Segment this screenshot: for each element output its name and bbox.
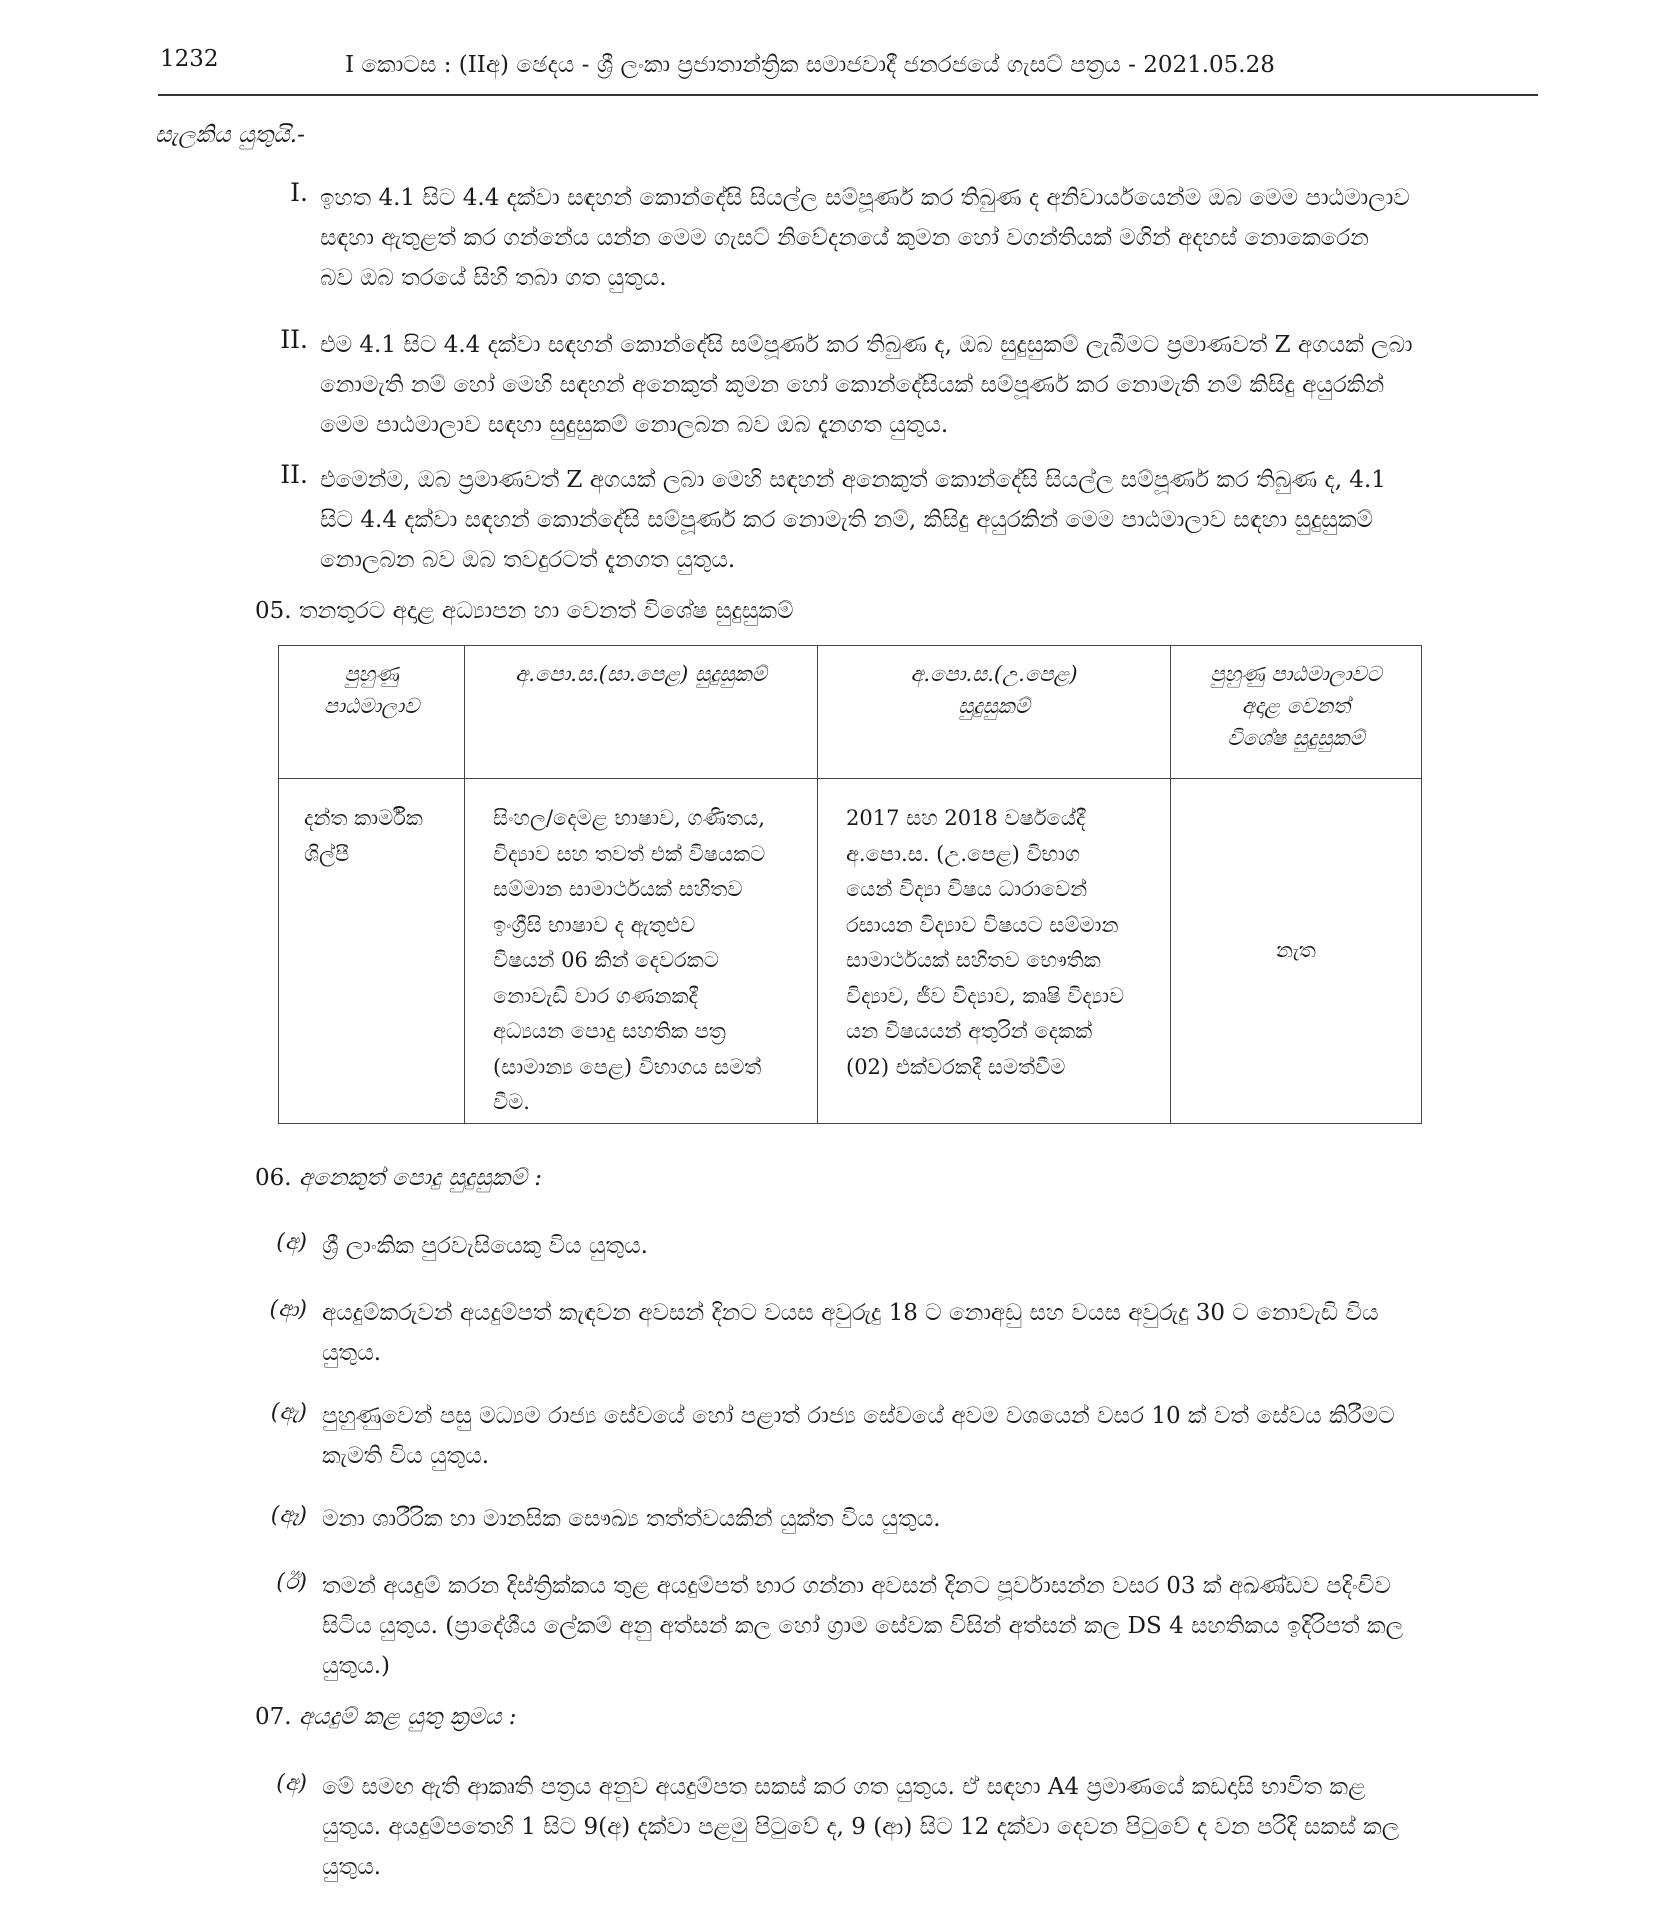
section-title: අනෙකුත් පොදු සුදුසුකම් : [298,1165,542,1191]
text-line: යුතුය. අයදුම්පතෙහි 1 සිට 9(අ) දක්වා පළමු පිටුවේ ද, 9 (ආ) සිට 12 දක්වා දෙවන පිටුවේ ද වන පරිදි සකස් කල [322,1814,1400,1840]
column-header-al: අ.පො.ස.(උ.පෙළ) සුදුසුකම් [818,646,1171,779]
text-line: ශ්‍රී ලාංකික පුරවැසියෙකු විය යුතුය. [322,1233,648,1259]
note-item-number: I. [290,178,308,207]
text-line: මේ සමඟ ඇති ආකෘති පත්‍රය අනුව අයදුම්පත සකස් කර ගත යුතුය. ඒ සඳහා A4 ප්‍රමාණයේ කඩදාසි භාවිත කළ [322,1774,1366,1800]
note-paragraph-2 [320,325,1530,445]
cell-al-requirement: 2017 සහ 2018 වර්ෂයේදී අ.පො.ස. (උ.පෙළ) විභාග යෙන් විද්‍යා විෂය ධාරාවෙන් රසායන විද්‍යාව විෂයට සම්මාන සාමාර්ථයක් සහිතව භෞතික විද්‍යාව, ජීව විද්‍යාව, කෘෂි විද්‍යාව යන විෂයයන් අතුරින් දෙකක් (02) එක්වරකදී සමත්වීම [818,779,1171,1124]
section-07-item-a [322,1767,1530,1887]
section-06-heading [255,1165,542,1191]
item-label: (අ) [276,1230,307,1255]
item-label: (ආ) [269,1297,307,1322]
text-line: සිටිය යුතුය. (ප්‍රාදේශීය ලේකම් අනු අත්සන් කල හෝ ග්‍රාම සේවක විසින් අත්සන් කල DS 4 සහතිකය ඉදිරිපත් කල [322,1613,1404,1639]
note-paragraph-1 [320,178,1530,298]
item-label: (ඊ) [276,1570,307,1595]
text-line: අයදුම්කරුවන් අයදුම්පත් කැඳවන අවසන් දිනට වයස අවුරුදු 18 ට නොඅඩු සහ වයස අවුරුදු 30 ට නොවැඩි විය [322,1300,1379,1326]
cell-ol-requirement: සිංහල/දෙමළ භාෂාව, ගණිතය, විද්‍යාව සහ තවත් එක් විෂයකට සම්මාන සාමාර්ථයක් සහිතව ඉංග්‍රීසි භාෂාව ද ඇතුළුව විෂයන් 06 කින් දෙවරකට නොවැඩි වාර ගණනකදී අධ්‍යයන පොදු සහතික පත්‍ර (සාමාන්‍ය පෙළ) විභාගය සමත් වීම. [465,779,818,1124]
item-label: (ඇ) [270,1400,307,1425]
cell-course-name: දන්ත කාර්මික ශිල්පී [279,779,465,1124]
page-number: 1232 [160,46,219,72]
section-06-item-ae [322,1396,1530,1476]
text-line: නොමැති නම් හෝ මෙහි සඳහන් අනෙකුත් කුමන හෝ කොන්දේසියක් සම්පූර්ණ කර නොමැති නම් කිසිදු අයුරකින් [320,372,1385,398]
section-06-item-i [322,1566,1530,1686]
item-label: (ඈ) [270,1503,307,1528]
note-item-number: II. [280,460,308,489]
column-header-other: පුහුණු පාඨමාලාවට අදාළ වෙනත් විශේෂ සුදුසුකම් [1171,646,1422,779]
text-line: ඉහත 4.1 සිට 4.4 දක්වා සඳහන් කොන්දේසි සියල්ල සම්පූර්ණ කර තිබුණ ද අනිවාර්යයෙන්ම ඔබ මෙම පාඨමාලාව [320,185,1410,211]
section-07-heading [255,1704,517,1730]
note-paragraph-3 [320,460,1530,580]
text-line: යුතුය. [322,1340,382,1366]
text-line: නොලබන බව ඔබ තවදුරටත් දැනගත යුතුය. [320,547,736,573]
text-line: මෙම පාඨමාලාව සඳහා සුදුසුකම් නොලබන බව ඔබ දැනගත යුතුය. [320,412,949,438]
table-row [279,779,1422,1124]
text-line: එම 4.1 සිට 4.4 දක්වා සඳහන් කොන්දේසි සම්පූර්ණ කර තිබුණ ද, ඔබ සුදුසුකම් ලැබීමට ප්‍රමාණවත් Z අගයක් ලබා [320,332,1413,358]
section-number: 07. [255,1704,292,1730]
qualifications-table [278,645,1422,1124]
text-line: පුහුණුවෙන් පසු මධ්‍යම රාජ්‍ය සේවයේ හෝ පළාත් රාජ්‍ය සේවයේ අවම වශයෙන් වසර 10 ක් වත් සේවය කිරීමට [322,1403,1395,1429]
running-header: I කොටස : (IIඅ) ඡෙදය - ශ්‍රී ලංකා ප්‍රජාතාන්ත්‍රික සමාජවාදී ජනරජයේ ගැසට් පත්‍රය - 2021.05.28 [345,52,1275,78]
text-line: බව ඔබ තරයේ සිහි තබා ගත යුතුය. [320,265,667,291]
note-label: සැලකිය යුතුයි.- [155,122,305,148]
text-line: තමන් අයදුම් කරන දිස්ත්‍රික්කය තුළ අයදුම්පත් භාර ගන්නා අවසන් දිනට පූර්වාසන්න වසර 03 ක් අඛණ්ඩව පදිංචිව [322,1573,1391,1599]
text-line: යුතුය.) [322,1653,391,1679]
section-title: අයදුම් කළ යුතු ක්‍රමය : [298,1704,517,1730]
text-line: මනා ශාරීරික හා මානසික සෞඛ්‍ය තත්ත්වයකින් යුක්ත විය යුතුය. [322,1506,941,1532]
text-line: කැමති විය යුතුය. [322,1443,490,1469]
text-line: යුතුය. [322,1854,382,1880]
note-item-number: II. [280,325,308,354]
text-line: එමෙන්ම, ඔබ ප්‍රමාණවත් Z අගයක් ලබා මෙහි සඳහන් අනෙකුත් කොන්දේසි සියල්ල සම්පූර්ණ කර තිබුණ ද, 4.1 [320,467,1386,493]
text-line: සිට 4.4 දක්වා සඳහන් කොන්දේසි සම්පූර්ණ කර නොමැති නම්, කිසිදු අයුරකින් මෙම පාඨමාලාව සඳහා සුදුසුකම් [320,507,1374,533]
cell-other-requirement: නැත [1171,779,1422,1124]
header-rule [158,94,1538,96]
table-header-row [279,646,1422,779]
section-05-heading: 05. තනතුරට අදාළ අධ්‍යාපන හා වෙනත් විශේෂ සුදුසුකම් [255,598,794,624]
section-06-item-aee [322,1499,1530,1539]
column-header-ol: අ.පො.ස.(සා.පෙළ) සුදුසුකම් [465,646,818,779]
text-line: සඳහා ඇතුළත් කර ගන්නේය යන්න මෙම ගැසට් නිවේදනයේ කුමන හෝ වගන්තියක් මගින් අදහස් නොකෙරෙන [320,225,1369,251]
section-number: 06. [255,1165,292,1191]
section-06-item-aa [322,1293,1530,1373]
column-header-course: පුහුණු පාඨමාලාව [279,646,465,779]
item-label: (අ) [276,1771,307,1796]
section-06-item-a [322,1226,1530,1266]
